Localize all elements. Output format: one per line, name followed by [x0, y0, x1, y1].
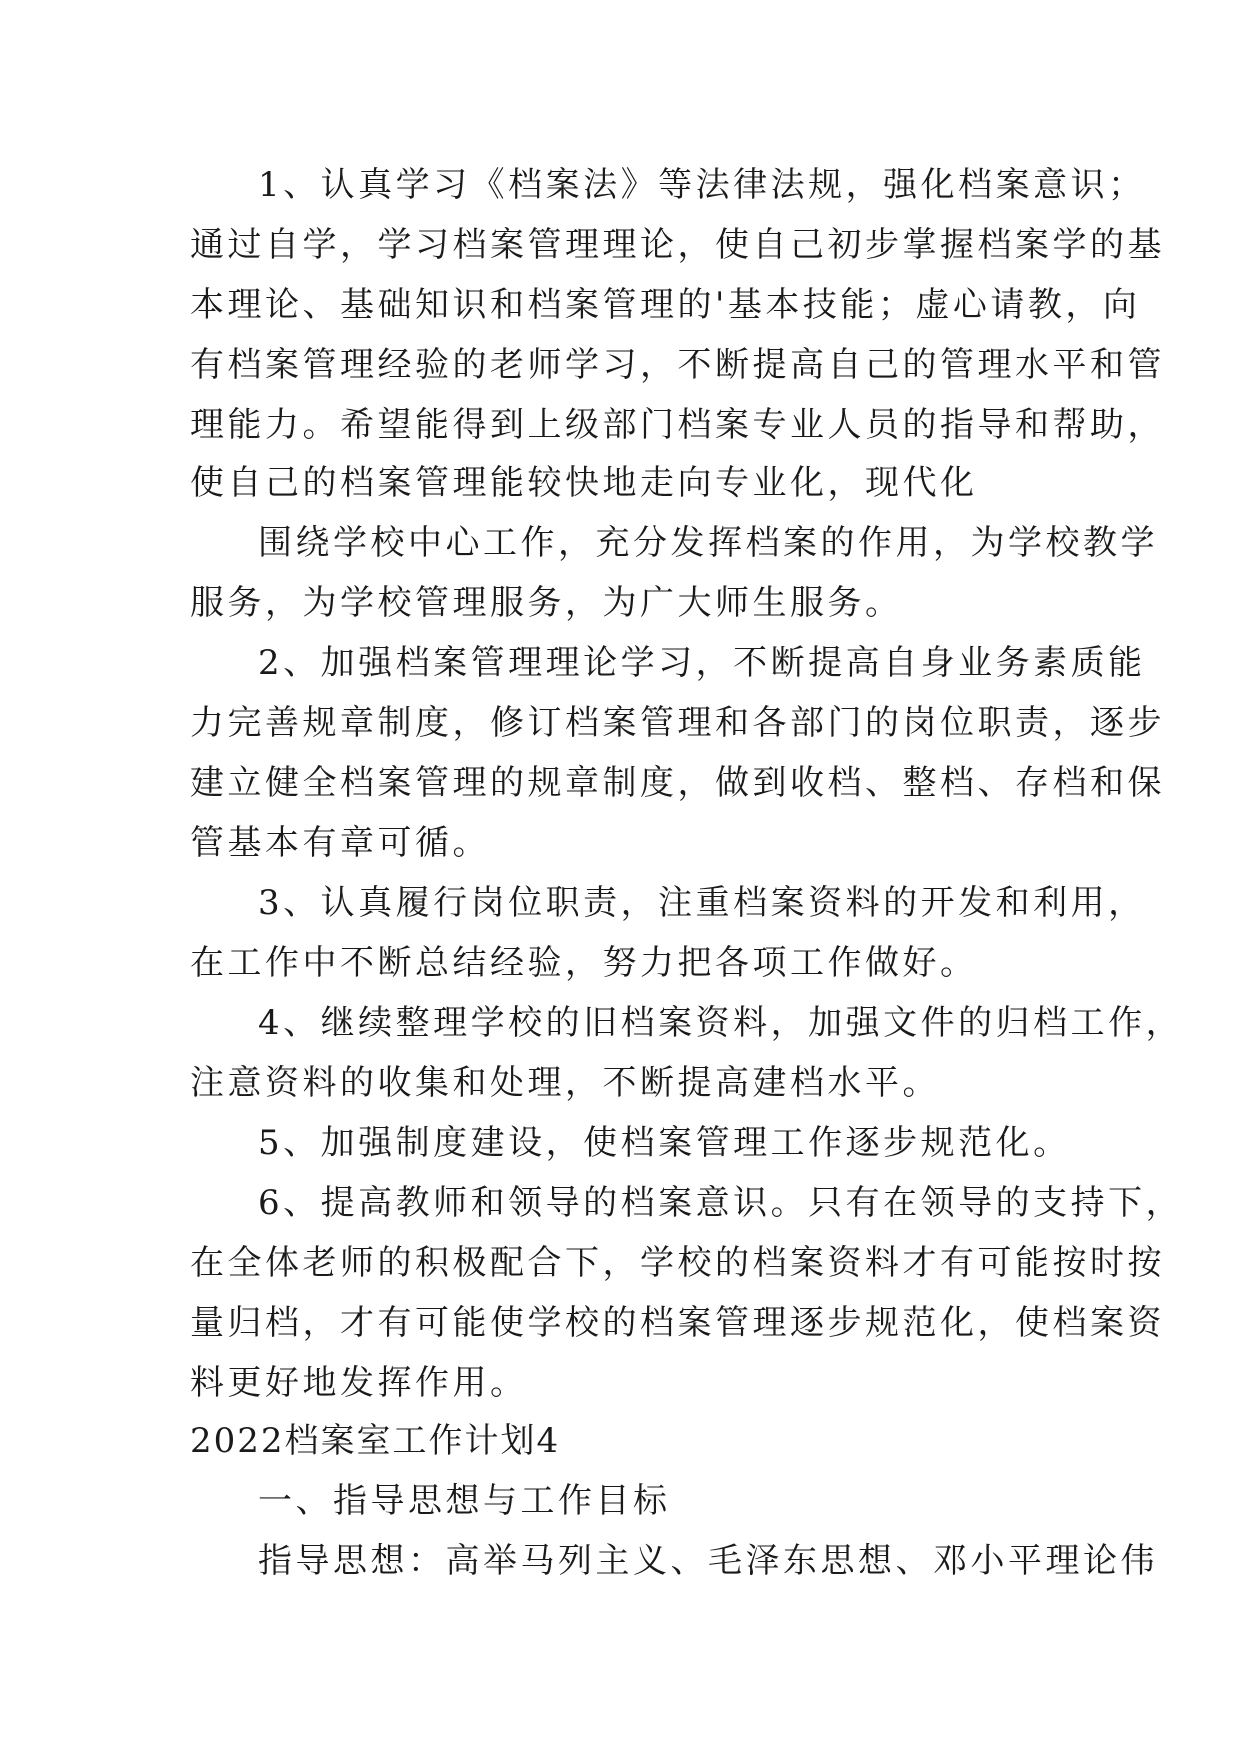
section-heading: 2022档案室工作计划4 [190, 1421, 561, 1461]
text-line: 力完善规章制度，修订档案管理和各部门的岗位职责，逐步 [190, 703, 1165, 743]
text-line: 有档案管理经验的老师学习，不断提高自己的管理水平和管 [190, 345, 1165, 385]
text-line: 料更好地发挥作用。 [190, 1363, 528, 1403]
text-line: 通过自学，学习档案管理理论，使自己初步掌握档案学的基 [190, 225, 1165, 265]
text-line: 3、认真履行岗位职责，注重档案资料的开发和利用， [258, 883, 1146, 923]
text-line: 使自己的档案管理能较快地走向专业化，现代化 [190, 463, 978, 503]
text-line: 6、提高教师和领导的档案意识。只有在领导的支持下， [258, 1183, 1184, 1223]
text-line: 4、继续整理学校的旧档案资料，加强文件的归档工作， [258, 1003, 1184, 1043]
text-line: 建立健全档案管理的规章制度，做到收档、整档、存档和保 [190, 763, 1165, 803]
text-line: 理能力。希望能得到上级部门档案专业人员的指导和帮助， [190, 405, 1165, 445]
subsection-heading: 一、指导思想与工作目标 [258, 1481, 671, 1521]
text-line: 围绕学校中心工作，充分发挥档案的作用，为学校教学 [258, 523, 1158, 563]
text-line: 管基本有章可循。 [190, 823, 490, 863]
text-line: 注意资料的收集和处理，不断提高建档水平。 [190, 1063, 940, 1103]
text-line: 量归档，才有可能使学校的档案管理逐步规范化，使档案资 [190, 1303, 1165, 1343]
text-line: 指导思想：高举马列主义、毛泽东思想、邓小平理论伟 [258, 1541, 1158, 1581]
text-line: 1、认真学习《档案法》等法律法规，强化档案意识； [258, 165, 1146, 205]
text-line: 5、加强制度建设，使档案管理工作逐步规范化。 [258, 1123, 1071, 1163]
text-line: 在工作中不断总结经验，努力把各项工作做好。 [190, 943, 978, 983]
text-line: 2、加强档案管理理论学习，不断提高自身业务素质能 [258, 643, 1146, 683]
text-line: 本理论、基础知识和档案管理的'基本技能；虚心请教，向 [190, 285, 1141, 325]
text-line: 在全体老师的积极配合下，学校的档案资料才有可能按时按 [190, 1243, 1165, 1283]
text-line: 服务，为学校管理服务，为广大师生服务。 [190, 583, 903, 623]
